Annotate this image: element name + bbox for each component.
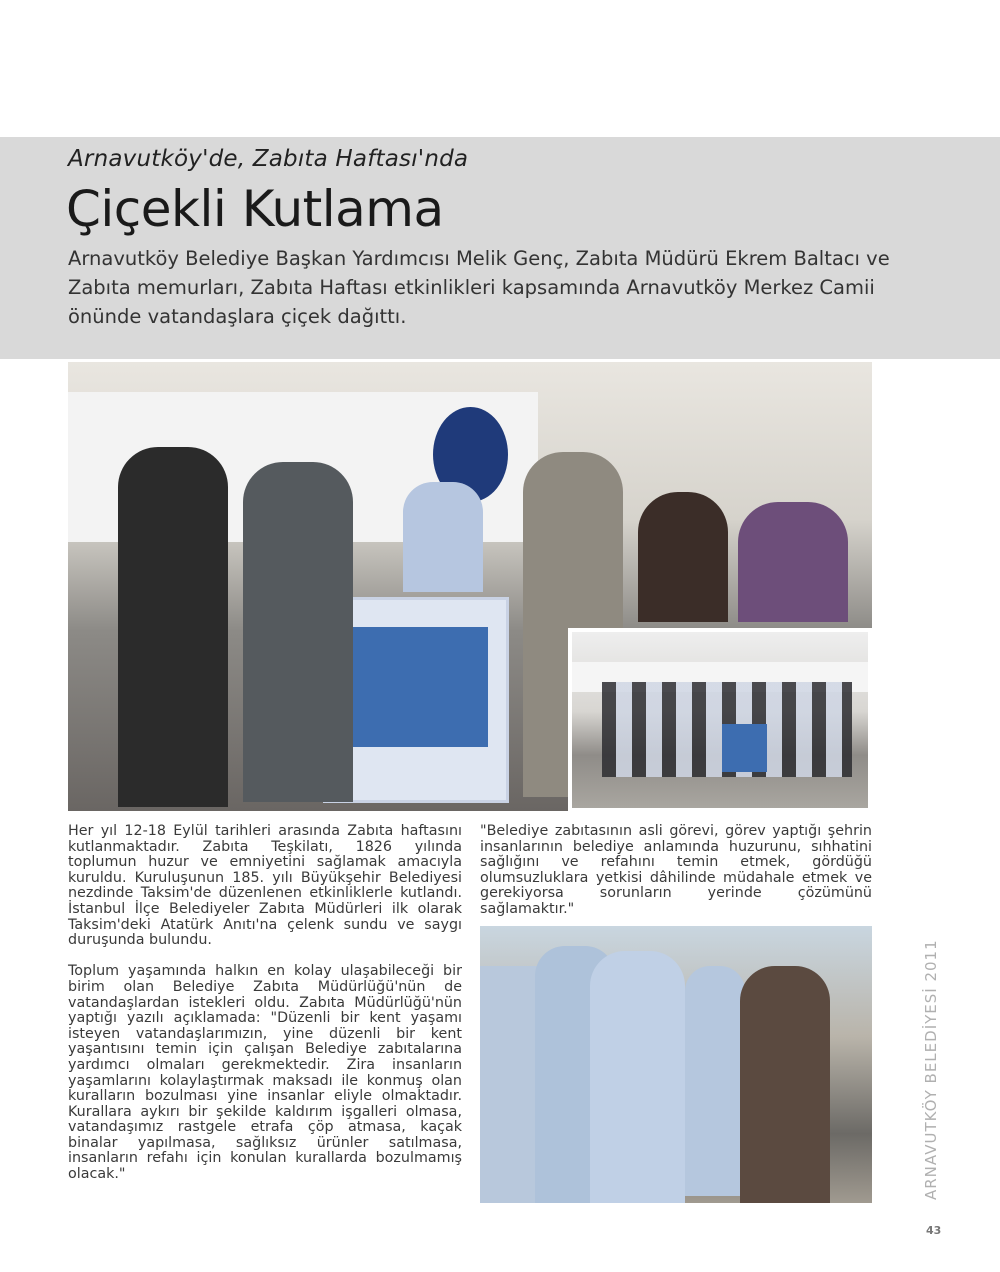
quote-paragraph: "Belediye zabıtasının asli görevi, görev yaptığı şehrin insanlarının belediye anlamında huzurunu, sıhhatini sağlığını ve refahını temin etmek, gördüğü olumsuzluklara yetkisi dâhilinde müdahale etmek ve gerekiyorsa sorunların yerinde çözümünü sağlamaktır.": [480, 823, 872, 917]
body-paragraph: Her yıl 12-18 Eylül tarihleri arasında Zabıta haftasını kutlanmaktadır. Zabıta Teşkilatı, 1826 yılında toplumun huzur ve emniyetini sağlamak amacıyla kuruldu. Kuruluşunun 185. yılı Büyükşehir Belediyesi nezdinde Taksim'de düzenlenen etkinliklerle kutlandı. İstanbul İlçe Belediyeler Zabıta Müdürleri ilk olarak Taksim'deki Atatürk Anıtı'na çelenk sundu ve saygı duruşunda bulundu.: [68, 823, 462, 949]
article-lead: Arnavutköy Belediye Başkan Yardımcısı Melik Genç, Zabıta Müdürü Ekrem Baltacı ve Zabıta memurları, Zabıta Haftası etkinlikleri kapsamında Arnavutköy Merkez Camii önünde vatandaşlara çiçek dağıttı.: [68, 247, 890, 328]
article-title: Çiçekli Kutlama: [66, 180, 444, 238]
body-column-1: [68, 824, 462, 1198]
officers-photo: [480, 926, 872, 1203]
publication-sidebar-text: ARNAVUTKÖY BELEDİYESİ 2011: [922, 939, 940, 1200]
body-paragraph: Toplum yaşamında halkın en kolay ulaşabileceği bir birim olan Belediye Zabıta Müdürlüğü'nün de vatandaşlardan istekleri oldu. Zabıta Müdürlüğü'nün yaptığı yazılı açıklamada: "Düzenli bir kent yaşamı isteyen vatandaşlarımızın, yine düzenli bir kent yaşantısını temin için çalışan Belediye zabıtalarına yardımcı olmaları gerekmektedir. Zira insanların yaşamlarını kolaylaştırmak maksadı ile konmuş olan kuralların bozulması yine insanlar eliyle olmaktadır. Kurallara aykırı bir şekilde kaldırım işgalleri olmasa, vatandaşımız rastgele etrafa çöp atmasa, kaçak binalar yapılmasa, sağlıksız ürünler satılmasa, insanların refahı için konulan kurallarda bozulmamış olacak.": [68, 963, 462, 1183]
inset-photo: [568, 628, 872, 812]
body-column-2: [480, 824, 872, 918]
article-kicker: Arnavutköy'de, Zabıta Haftası'nda: [68, 146, 469, 172]
page-number: 43: [926, 1224, 942, 1237]
